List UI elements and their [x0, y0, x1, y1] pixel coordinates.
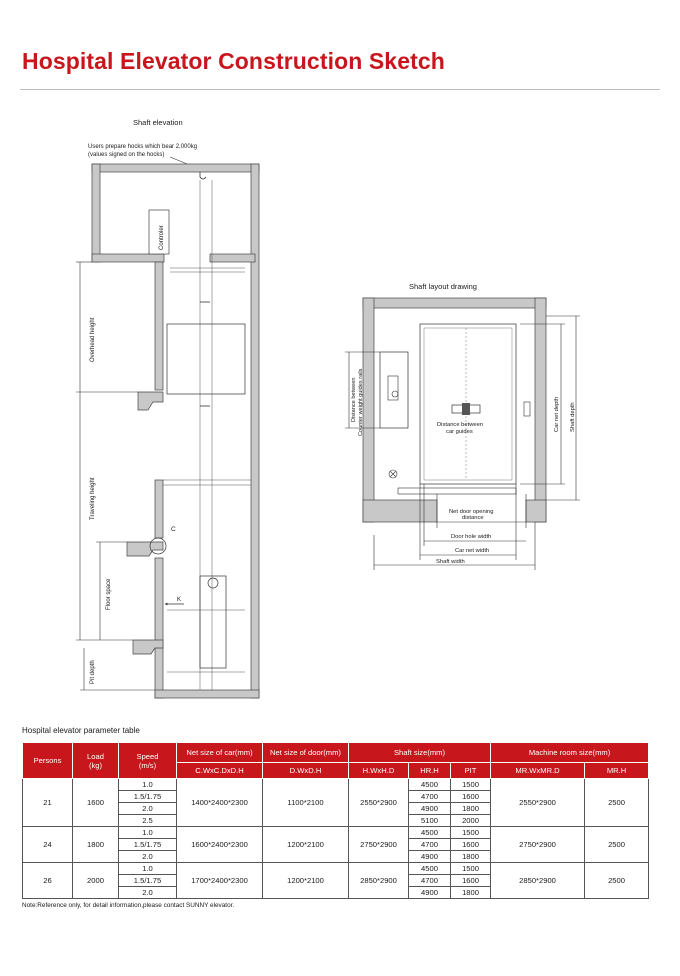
subheader-pit: PIT [451, 763, 491, 779]
hook-note-line1: Users prepare hocks which bear 2,000kg [88, 144, 198, 150]
elevation-dimensions [76, 262, 155, 690]
cell-hrh: 4500 [409, 827, 451, 839]
cell-load: 1600 [73, 779, 119, 827]
cell-speed: 1.5/1.75 [119, 791, 177, 803]
header-shaft: Shaft size(mm) [349, 743, 491, 763]
cell-pit: 1600 [451, 791, 491, 803]
cell-pit: 1500 [451, 779, 491, 791]
cw-rails-label-line1: Distance between [351, 377, 357, 422]
header-load-unit: (kg) [88, 760, 103, 770]
door-opening-label-line1: Net door opening [449, 509, 494, 515]
table-row [23, 827, 649, 839]
footnote: Note:Reference only, for detail information,please contact SUNNY elevator. [22, 902, 235, 909]
cell-speed: 2.0 [119, 851, 177, 863]
subheader-hrh: HR.H [409, 763, 451, 779]
cell-shaft: 2850*2900 [349, 863, 409, 899]
cell-pit: 1600 [451, 839, 491, 851]
elevator-car [167, 324, 245, 394]
cell-mrh: 2500 [585, 863, 649, 899]
cell-mrh: 2500 [585, 779, 649, 827]
cell-hrh: 4700 [409, 791, 451, 803]
cell-machine: 2850*2900 [491, 863, 585, 899]
elevation-heading: Shaft elevation [133, 118, 183, 127]
car-guides-label-line1: Distance between [437, 422, 484, 428]
cell-pit: 1500 [451, 827, 491, 839]
header-persons: Persons [23, 743, 73, 779]
shaft-elevation [76, 118, 259, 698]
counterweight [200, 576, 226, 668]
overhead-label: Overhead height [90, 317, 96, 362]
cell-pit: 1600 [451, 875, 491, 887]
header-machine: Machine room size(mm) [491, 743, 649, 763]
table-caption: Hospital elevator parameter table [22, 726, 140, 735]
header-load [73, 743, 119, 779]
cell-door: 1100*2100 [263, 779, 349, 827]
cell-hrh: 4900 [409, 851, 451, 863]
cell-speed: 1.0 [119, 779, 177, 791]
controller-label: Controler [159, 225, 165, 250]
subheader-door: D.WxD.H [263, 763, 349, 779]
cell-speed: 1.0 [119, 863, 177, 875]
machine-room [92, 164, 259, 698]
cell-shaft: 2550*2900 [349, 779, 409, 827]
cell-persons: 21 [23, 779, 73, 827]
door-hole-width-label: Door hole width [451, 534, 492, 540]
cell-load: 1800 [73, 827, 119, 863]
cell-hrh: 4500 [409, 863, 451, 875]
floor-label: Floor space [106, 578, 112, 610]
detail-k-marker: K [177, 597, 182, 603]
door-opening-label-line2: distance [462, 515, 484, 521]
cell-speed: 1.0 [119, 827, 177, 839]
cell-speed: 2.0 [119, 887, 177, 899]
subheader-mr-wd: MR.WxMR.D [491, 763, 585, 779]
cell-hrh: 5100 [409, 815, 451, 827]
cw-rails-label-line2: Counter weight guides rails [358, 368, 364, 436]
cell-persons: 26 [23, 863, 73, 899]
layout-heading: Shaft layout drawing [409, 282, 477, 291]
cell-hrh: 4900 [409, 803, 451, 815]
header-load-label: Load [87, 751, 104, 761]
cell-hrh: 4700 [409, 839, 451, 851]
cell-pit: 1800 [451, 851, 491, 863]
page-title: Hospital Elevator Construction Sketch [22, 48, 445, 74]
cell-shaft: 2750*2900 [349, 827, 409, 863]
layout-counterweight [380, 352, 408, 428]
cell-car: 1600*2400*2300 [177, 827, 263, 863]
cell-hrh: 4500 [409, 779, 451, 791]
cell-mrh: 2500 [585, 827, 649, 863]
shaft-width-label: Shaft width [436, 559, 465, 565]
pit-label: Pit depth [90, 660, 96, 684]
shaft-depth-label: Shaft depth [570, 402, 576, 432]
table-row [23, 779, 649, 791]
detail-c-marker: C [171, 526, 176, 533]
cell-persons: 24 [23, 827, 73, 863]
cell-machine: 2750*2900 [491, 827, 585, 863]
cell-load: 2000 [73, 863, 119, 899]
cell-speed: 2.0 [119, 803, 177, 815]
header-speed-label: Speed [136, 751, 159, 761]
header-door: Net size of door(mm) [263, 743, 349, 763]
cell-door: 1200*2100 [263, 863, 349, 899]
cell-car: 1400*2400*2300 [177, 779, 263, 827]
car-net-width-label: Car net width [455, 548, 490, 554]
layout-walls [363, 298, 546, 522]
cell-pit: 1800 [451, 887, 491, 899]
header-speed-unit: (m/s) [138, 760, 157, 770]
table-row [23, 863, 649, 875]
shaft-layout [345, 282, 580, 570]
subheader-shaft-hwd: H.WxH.D [349, 763, 409, 779]
cell-machine: 2550*2900 [491, 779, 585, 827]
cell-pit: 1800 [451, 803, 491, 815]
cell-speed: 1.5/1.75 [119, 875, 177, 887]
cell-hrh: 4900 [409, 887, 451, 899]
hook-note-line2: (values signed on the hocks) [88, 152, 165, 158]
parameter-table [22, 742, 649, 899]
header-car: Net size of car(mm) [177, 743, 263, 763]
cell-speed: 2.5 [119, 815, 177, 827]
cell-pit: 1500 [451, 863, 491, 875]
cell-pit: 2000 [451, 815, 491, 827]
car-guides-label-line2: car guides [446, 429, 473, 435]
hook-icon [200, 172, 206, 179]
travel-label: Traveling height [90, 477, 96, 520]
header-speed [119, 743, 177, 779]
cell-hrh: 4700 [409, 875, 451, 887]
subheader-car: C.WxC.DxD.H [177, 763, 263, 779]
cell-speed: 1.5/1.75 [119, 839, 177, 851]
subheader-mr-h: MR.H [585, 763, 649, 779]
cell-door: 1200*2100 [263, 827, 349, 863]
car-net-depth-label: Car net depth [554, 396, 560, 432]
cell-car: 1700*2400*2300 [177, 863, 263, 899]
